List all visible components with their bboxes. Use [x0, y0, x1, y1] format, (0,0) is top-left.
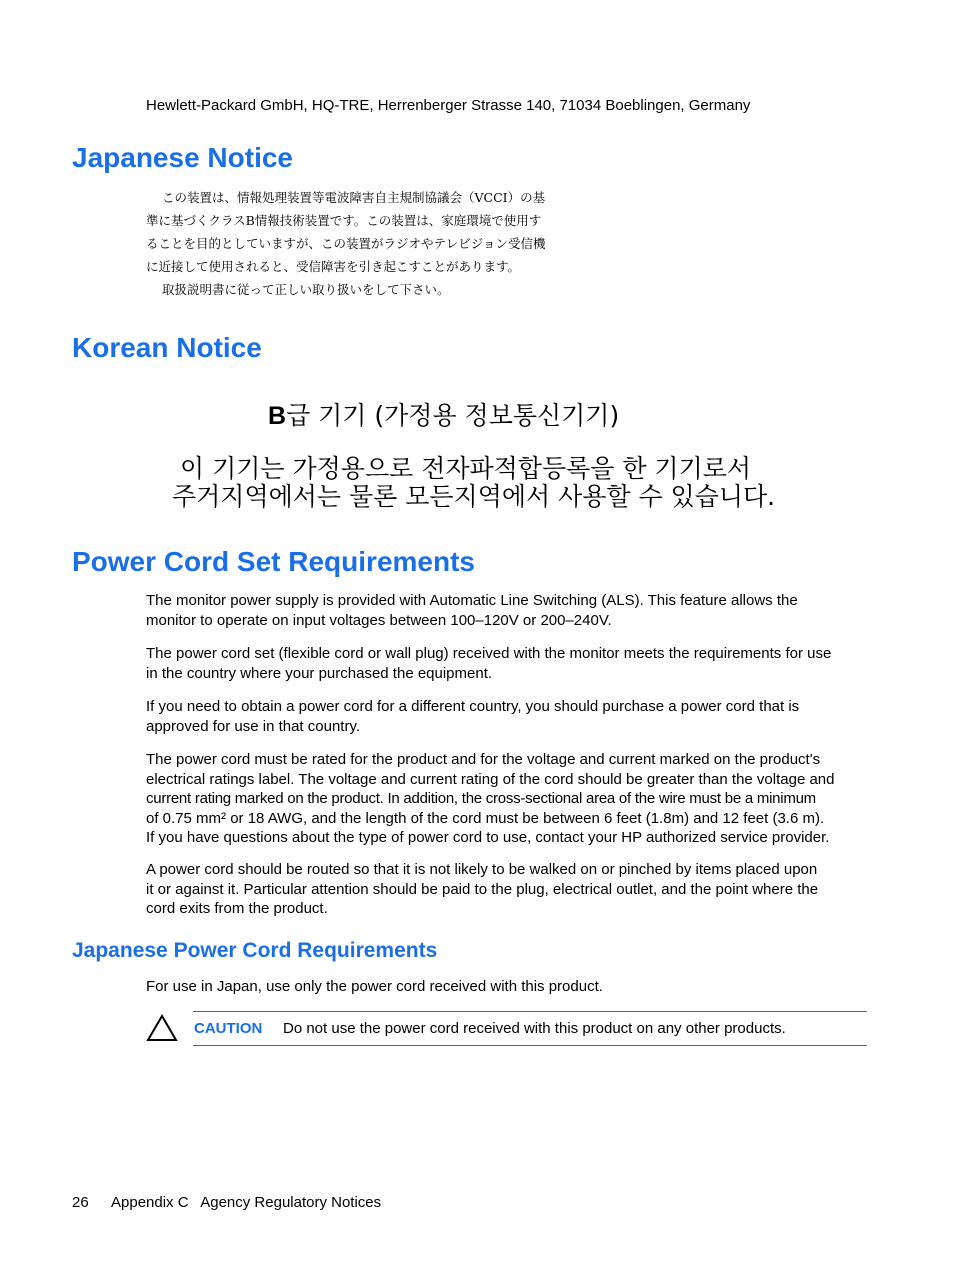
- paragraph-line: approved for use in that country.: [146, 717, 361, 735]
- paragraph-line: cord exits from the product.: [146, 900, 328, 917]
- caution-label: CAUTION: [194, 1020, 263, 1037]
- korean-notice-line-3: 주거지역에서는 물론 모든지역에서 사용할 수 있습니다.: [172, 482, 776, 511]
- page-number: 26: [72, 1194, 89, 1211]
- paragraph-line: it or against it. Particular attention should be paid to the plug, electrical outlet, and the point where the: [146, 880, 819, 898]
- paragraph-line: monitor to operate on input voltages between 100–120V or 200–240V.: [146, 611, 612, 629]
- japanese-notice-line: 準に基づくクラスB情報技術装置です。この装置は、家庭環境で使用す: [146, 213, 542, 228]
- paragraph-line: If you need to obtain a power cord for a different country, you should purchase a power cord that is: [146, 698, 800, 715]
- japanese-power-cord-heading: Japanese Power Cord Requirements: [72, 939, 438, 962]
- power-cord-paragraph-4: [146, 750, 835, 848]
- warning-triangle-icon: [146, 1014, 178, 1042]
- power-cord-paragraph-3: [146, 697, 799, 736]
- korean-notice-line-2: 이 기기는 가정용으로 전자파적합등록을 한 기기로서: [180, 454, 752, 483]
- power-cord-paragraph-2: [146, 644, 831, 683]
- paragraph-line: electrical ratings label. The voltage and current rating of the cord should be greater than the voltage and: [146, 770, 835, 788]
- japanese-notice-heading: Japanese Notice: [72, 142, 293, 173]
- caution-box: [193, 1011, 867, 1046]
- power-cord-paragraph-1: [146, 591, 798, 630]
- paragraph-line: A power cord should be routed so that it is not likely to be walked on or pinched by items placed upon: [146, 861, 818, 878]
- paragraph-line: The power cord must be rated for the product and for the voltage and current marked on the product's: [146, 751, 821, 768]
- japanese-notice-text: [146, 186, 546, 301]
- power-cord-paragraph-5: [146, 860, 818, 919]
- japanese-notice-line: この装置は、情報処理装置等電波障害自主規制協議会（VCCI）の基: [162, 190, 546, 205]
- japanese-notice-line: ることを目的としていますが、この装置がラジオやテレビジョン受信機: [146, 236, 546, 251]
- paragraph-line: If you have questions about the type of power cord to use, contact your HP authorized service provider.: [146, 829, 830, 846]
- footer-section: Appendix C Agency Regulatory Notices: [111, 1194, 382, 1211]
- korean-class-line: [268, 401, 619, 431]
- japanese-power-cord-text: For use in Japan, use only the power cord received with this product.: [146, 978, 603, 995]
- paragraph-line: The power cord set (flexible cord or wall plug) received with the monitor meets the requirements for use: [146, 645, 832, 662]
- paragraph-line: The monitor power supply is provided with Automatic Line Switching (ALS). This feature allows the: [146, 592, 798, 609]
- caution-text: Do not use the power cord received with this product on any other products.: [283, 1020, 786, 1037]
- paragraph-line: of 0.75 mm² or 18 AWG, and the length of the cord must be between 6 feet (1.8m) and 12 feet (3.6 m).: [146, 809, 825, 827]
- korean-notice-heading: Korean Notice: [72, 332, 262, 363]
- korean-class-text: 급 기기 (가정용 정보통신기기): [286, 401, 620, 430]
- paragraph-line: in the country where your purchased the equipment.: [146, 664, 493, 682]
- header-address: Hewlett-Packard GmbH, HQ-TRE, Herrenberger Strasse 140, 71034 Boeblingen, Germany: [146, 97, 751, 114]
- korean-class-prefix: B: [268, 402, 287, 430]
- japanese-notice-line: に近接して使用されると、受信障害を引き起こすことがあります。: [146, 259, 521, 274]
- paragraph-line: current rating marked on the product. In addition, the cross-sectional area of the wire must be a minimum: [146, 790, 816, 807]
- japanese-notice-line: 取扱説明書に従って正しい取り扱いをして下さい。: [162, 282, 450, 297]
- power-cord-heading: Power Cord Set Requirements: [72, 546, 475, 577]
